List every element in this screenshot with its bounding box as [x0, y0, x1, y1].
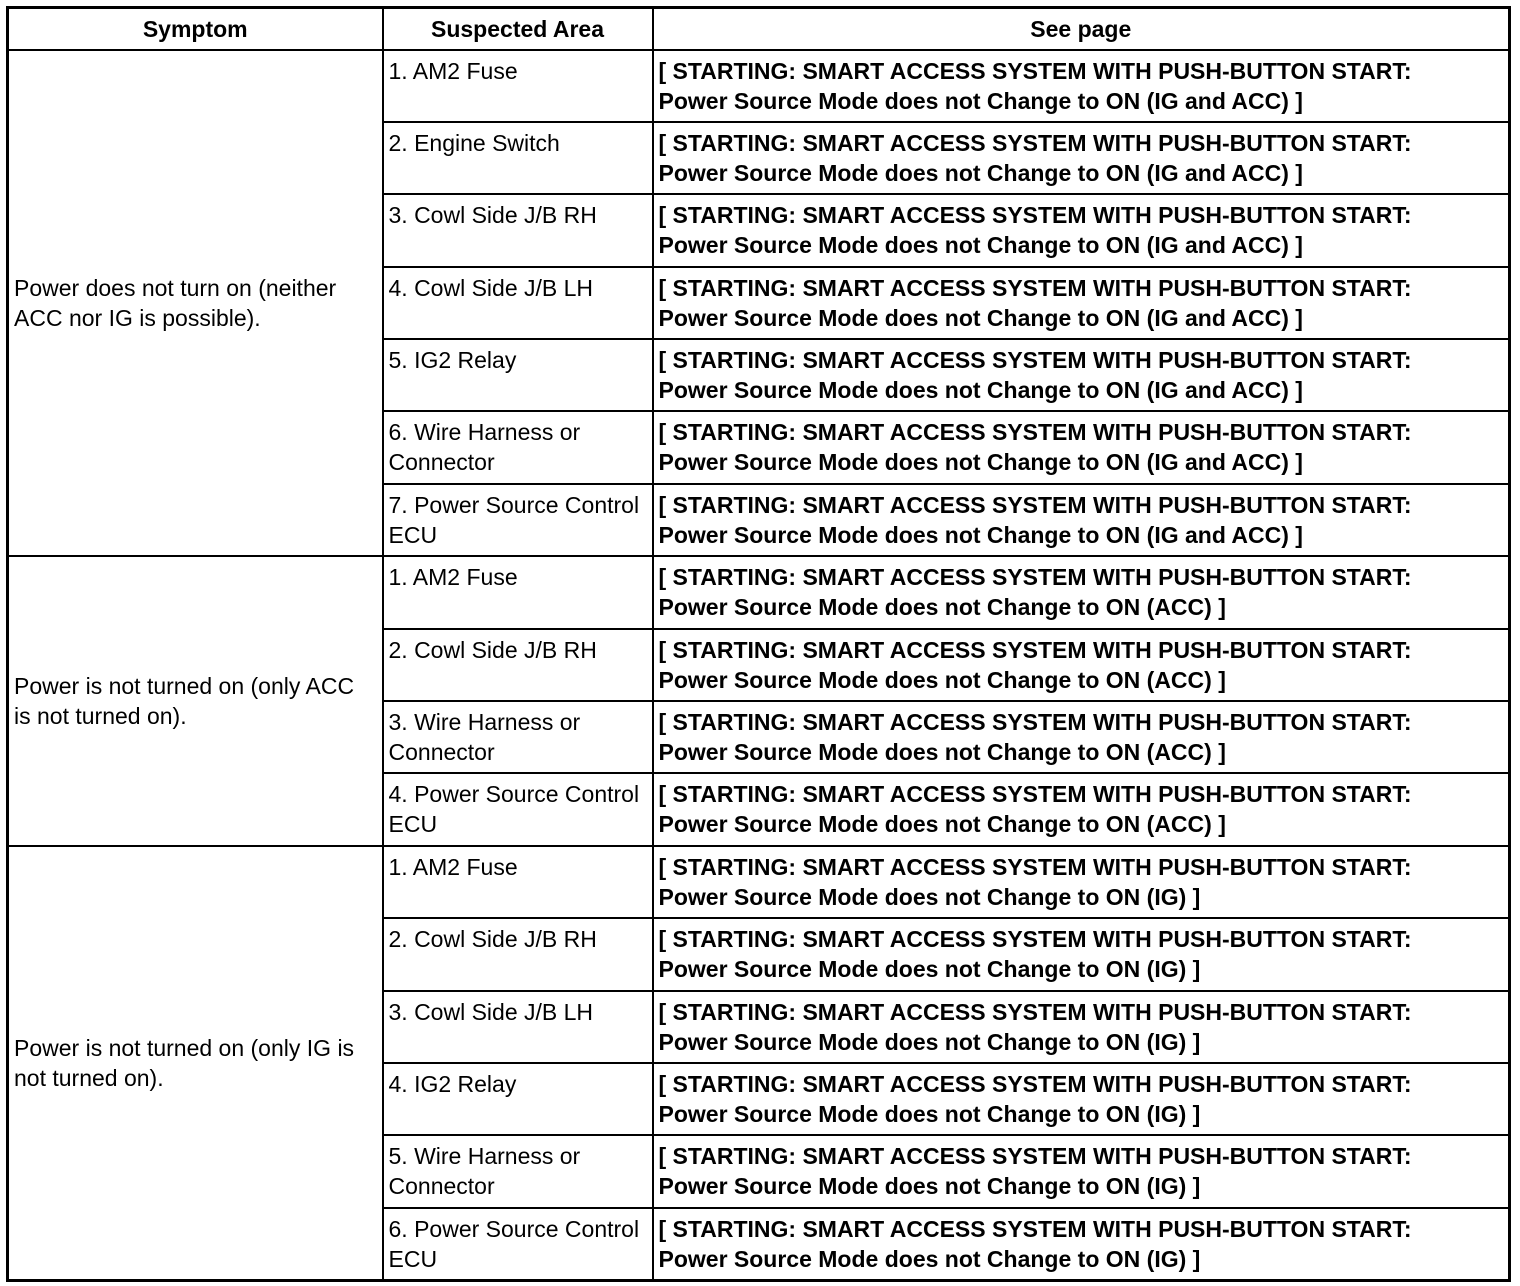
- see-page-link[interactable]: [653, 267, 1510, 339]
- see-page-line-2: Power Source Mode does not Change to ON (IG) ]: [658, 1245, 1201, 1272]
- see-page-line-2: Power Source Mode does not Change to ON (IG) ]: [658, 1028, 1201, 1055]
- see-page-link[interactable]: [653, 1135, 1510, 1207]
- see-page-link[interactable]: [653, 991, 1510, 1063]
- see-page-link[interactable]: [653, 484, 1510, 556]
- see-page-line-2: Power Source Mode does not Change to ON (IG and ACC) ]: [658, 159, 1303, 186]
- see-page-link[interactable]: [653, 50, 1510, 122]
- symptom-cell: Power is not turned on (only ACC is not turned on).: [8, 556, 383, 846]
- header-suspected-area: Suspected Area: [383, 8, 653, 50]
- suspected-area-cell: 3. Cowl Side J/B LH: [383, 991, 653, 1063]
- header-symptom: Symptom: [8, 8, 383, 50]
- see-page-line-2: Power Source Mode does not Change to ON (ACC) ]: [658, 594, 1226, 621]
- header-see-page: See page: [653, 8, 1510, 50]
- suspected-area-cell: 4. Cowl Side J/B LH: [383, 267, 653, 339]
- see-page-line-2: Power Source Mode does not Change to ON (IG and ACC) ]: [658, 377, 1303, 404]
- see-page-link[interactable]: [653, 629, 1510, 701]
- symptom-cell: Power does not turn on (neither ACC nor IG is possible).: [8, 50, 383, 557]
- suspected-area-cell: 4. IG2 Relay: [383, 1063, 653, 1135]
- see-page-link[interactable]: [653, 773, 1510, 845]
- suspected-area-cell: 7. Power Source Control ECU: [383, 484, 653, 556]
- suspected-area-cell: 3. Wire Harness or Connector: [383, 701, 653, 773]
- see-page-link[interactable]: [653, 701, 1510, 773]
- see-page-line-2: Power Source Mode does not Change to ON (IG and ACC) ]: [658, 449, 1303, 476]
- table-row: [8, 50, 1510, 122]
- see-page-link[interactable]: [653, 411, 1510, 483]
- see-page-line-2: Power Source Mode does not Change to ON (IG and ACC) ]: [658, 232, 1303, 259]
- see-page-line-1: [ STARTING: SMART ACCESS SYSTEM WITH PUSH-BUTTON START:: [658, 1143, 1412, 1170]
- see-page-line-1: [ STARTING: SMART ACCESS SYSTEM WITH PUSH-BUTTON START:: [658, 853, 1412, 880]
- see-page-line-2: Power Source Mode does not Change to ON (IG and ACC) ]: [658, 521, 1303, 548]
- suspected-area-cell: 1. AM2 Fuse: [383, 556, 653, 628]
- suspected-area-cell: 6. Power Source Control ECU: [383, 1208, 653, 1280]
- see-page-link[interactable]: [653, 194, 1510, 266]
- problem-symptoms-table: [6, 6, 1511, 1282]
- suspected-area-cell: 2. Cowl Side J/B RH: [383, 918, 653, 990]
- table-row: [8, 556, 1510, 628]
- suspected-area-cell: 1. AM2 Fuse: [383, 846, 653, 918]
- symptom-cell: Power is not turned on (only IG is not turned on).: [8, 846, 383, 1280]
- table-row: [8, 846, 1510, 918]
- see-page-line-1: [ STARTING: SMART ACCESS SYSTEM WITH PUSH-BUTTON START:: [658, 274, 1412, 301]
- see-page-line-1: [ STARTING: SMART ACCESS SYSTEM WITH PUSH-BUTTON START:: [658, 1215, 1412, 1242]
- suspected-area-cell: 2. Cowl Side J/B RH: [383, 629, 653, 701]
- see-page-line-2: Power Source Mode does not Change to ON (IG) ]: [658, 883, 1201, 910]
- see-page-line-1: [ STARTING: SMART ACCESS SYSTEM WITH PUSH-BUTTON START:: [658, 1070, 1412, 1097]
- see-page-link[interactable]: [653, 1208, 1510, 1280]
- see-page-line-1: [ STARTING: SMART ACCESS SYSTEM WITH PUSH-BUTTON START:: [658, 998, 1412, 1025]
- see-page-line-1: [ STARTING: SMART ACCESS SYSTEM WITH PUSH-BUTTON START:: [658, 347, 1412, 374]
- suspected-area-cell: 4. Power Source Control ECU: [383, 773, 653, 845]
- see-page-line-2: Power Source Mode does not Change to ON (ACC) ]: [658, 739, 1226, 766]
- see-page-line-1: [ STARTING: SMART ACCESS SYSTEM WITH PUSH-BUTTON START:: [658, 709, 1412, 736]
- suspected-area-cell: 6. Wire Harness or Connector: [383, 411, 653, 483]
- suspected-area-cell: 5. Wire Harness or Connector: [383, 1135, 653, 1207]
- suspected-area-cell: 2. Engine Switch: [383, 122, 653, 194]
- suspected-area-cell: 5. IG2 Relay: [383, 339, 653, 411]
- suspected-area-cell: 1. AM2 Fuse: [383, 50, 653, 122]
- see-page-link[interactable]: [653, 846, 1510, 918]
- see-page-line-2: Power Source Mode does not Change to ON (IG and ACC) ]: [658, 87, 1303, 114]
- see-page-line-2: Power Source Mode does not Change to ON (ACC) ]: [658, 811, 1226, 838]
- see-page-line-1: [ STARTING: SMART ACCESS SYSTEM WITH PUSH-BUTTON START:: [658, 202, 1412, 229]
- see-page-line-1: [ STARTING: SMART ACCESS SYSTEM WITH PUSH-BUTTON START:: [658, 491, 1412, 518]
- see-page-line-2: Power Source Mode does not Change to ON (IG) ]: [658, 1100, 1201, 1127]
- see-page-link[interactable]: [653, 339, 1510, 411]
- see-page-line-1: [ STARTING: SMART ACCESS SYSTEM WITH PUSH-BUTTON START:: [658, 419, 1412, 446]
- header-row: [8, 8, 1510, 50]
- see-page-line-2: Power Source Mode does not Change to ON (ACC) ]: [658, 666, 1226, 693]
- see-page-line-1: [ STARTING: SMART ACCESS SYSTEM WITH PUSH-BUTTON START:: [658, 129, 1412, 156]
- see-page-line-1: [ STARTING: SMART ACCESS SYSTEM WITH PUSH-BUTTON START:: [658, 781, 1412, 808]
- see-page-line-1: [ STARTING: SMART ACCESS SYSTEM WITH PUSH-BUTTON START:: [658, 636, 1412, 663]
- see-page-link[interactable]: [653, 918, 1510, 990]
- table-body: [8, 50, 1510, 1281]
- suspected-area-cell: 3. Cowl Side J/B RH: [383, 194, 653, 266]
- see-page-link[interactable]: [653, 122, 1510, 194]
- see-page-line-2: Power Source Mode does not Change to ON (IG) ]: [658, 1173, 1201, 1200]
- see-page-line-1: [ STARTING: SMART ACCESS SYSTEM WITH PUSH-BUTTON START:: [658, 564, 1412, 591]
- see-page-line-2: Power Source Mode does not Change to ON (IG and ACC) ]: [658, 304, 1303, 331]
- see-page-link[interactable]: [653, 1063, 1510, 1135]
- see-page-line-2: Power Source Mode does not Change to ON (IG) ]: [658, 956, 1201, 983]
- see-page-link[interactable]: [653, 556, 1510, 628]
- see-page-line-1: [ STARTING: SMART ACCESS SYSTEM WITH PUSH-BUTTON START:: [658, 926, 1412, 953]
- see-page-line-1: [ STARTING: SMART ACCESS SYSTEM WITH PUSH-BUTTON START:: [658, 57, 1412, 84]
